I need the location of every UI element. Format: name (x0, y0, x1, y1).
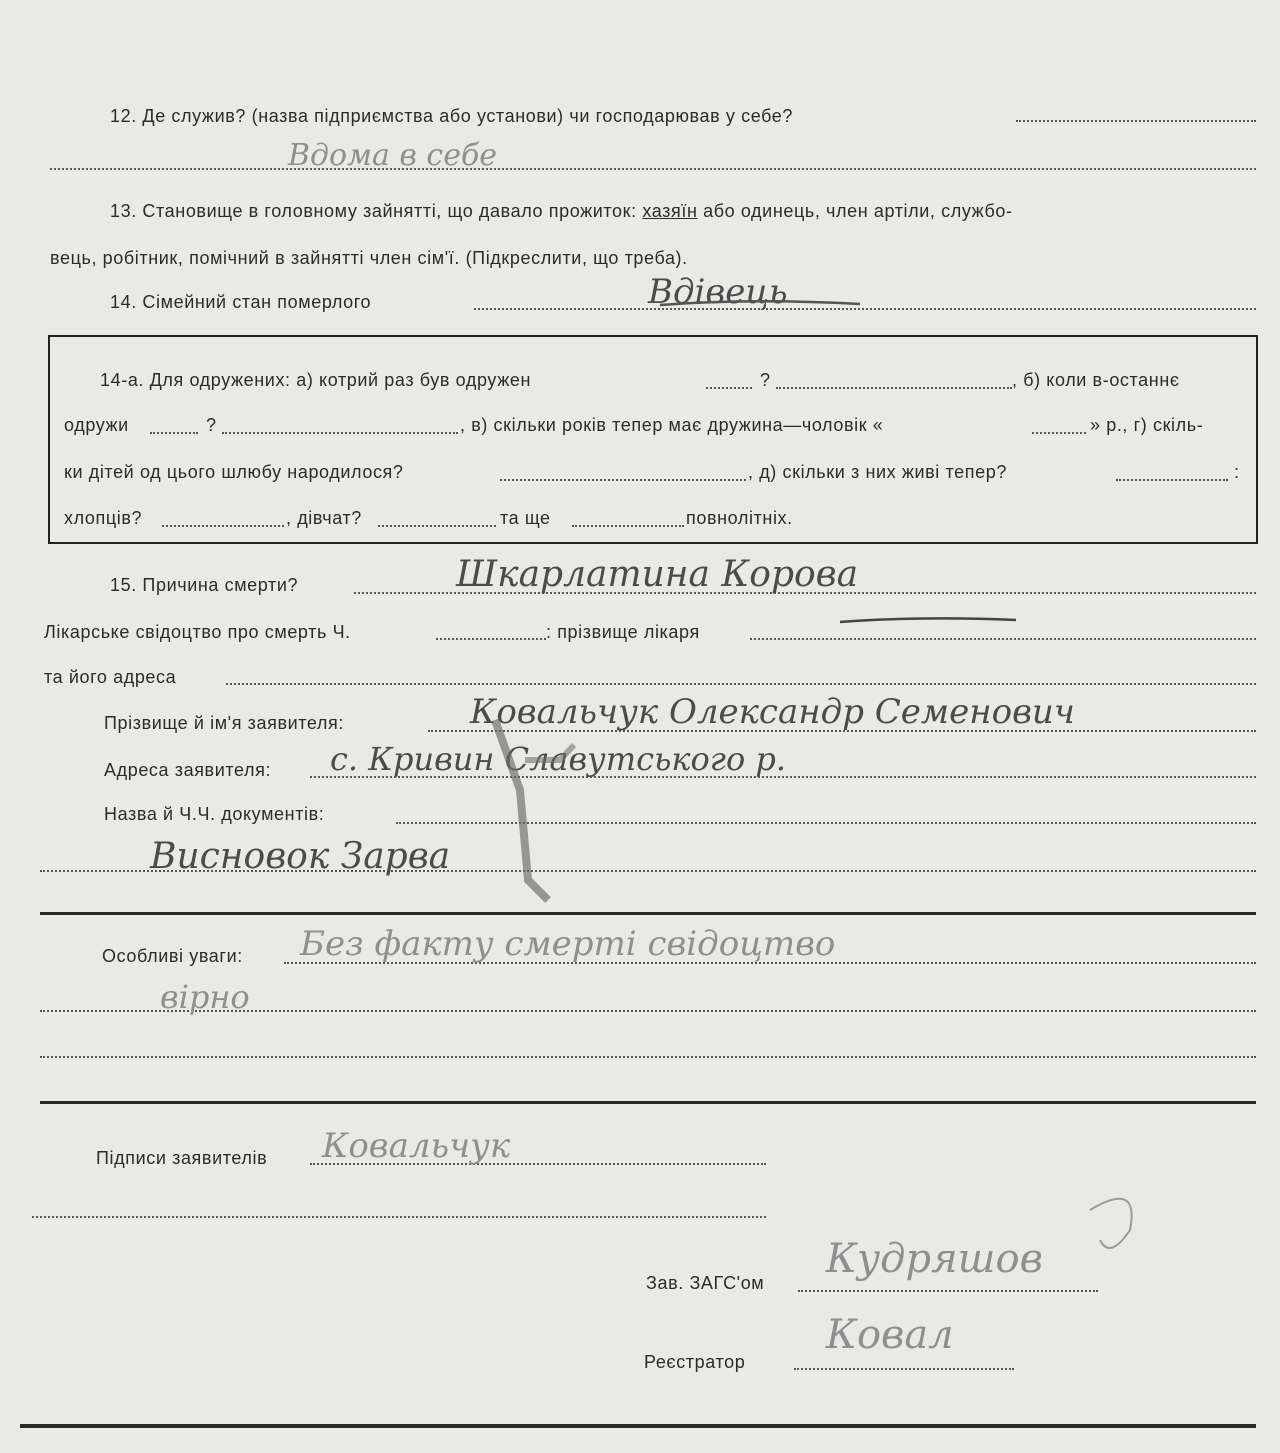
q14a-line4-a: хлопців? (64, 508, 143, 528)
q14-handwritten-answer: Вдівець (648, 272, 788, 312)
q14a-line3-c: : (1234, 462, 1240, 482)
q14a-line4-b: , дівчат? (286, 508, 362, 528)
applicant-name-handwritten: Ковальчук Олександр Семенович (470, 692, 1075, 732)
q12-handwritten-answer: Вдома в себе (288, 138, 498, 173)
q15-handwritten-answer: Шкарлатина Корова (456, 554, 859, 595)
registrar-handwritten-signature: Ковал (826, 1312, 954, 1358)
q14a-line3-b: , д) скільки з них живі тепер? (748, 462, 1007, 482)
remarks-label: Особливі уваги: (102, 946, 243, 966)
large-tick-crossbar (525, 745, 574, 760)
q14a-line1-c: , б) коли в-останнє (1012, 370, 1180, 390)
q14-underline-stroke (660, 301, 860, 305)
q13-line2: вець, робітник, помічний в зайнятті член сім'ї. (Підкреслити, що треба). (50, 248, 688, 268)
applicant-name-label: Прізвище й ім'я заявителя: (104, 713, 344, 733)
q12-label: 12. Де служив? (назва підприємства або установи) чи господарював у себе? (110, 106, 794, 126)
q14a-line2-d: » р., г) скіль- (1090, 415, 1204, 435)
q14a-line4-d: повнолітніх. (686, 508, 793, 528)
q14a-line2-b: ? (206, 415, 217, 435)
large-tick-mark (495, 720, 548, 900)
remarks-handwritten-2: вірно (160, 978, 250, 1016)
med-cert-label: Лікарське свідоцтво про смерть Ч. (44, 622, 351, 642)
signatures-label: Підписи заявителів (96, 1148, 268, 1168)
q15-label: 15. Причина смерти? (110, 575, 299, 595)
q13-text-a: 13. Становище в головному зайнятті, що давало прожиток: (110, 201, 637, 221)
signatures-handwritten: Ковальчук (322, 1126, 511, 1166)
zags-label: Зав. ЗАГС'ом (646, 1273, 765, 1293)
doctor-address-label: та його адреса (44, 667, 177, 687)
q14a-line3-a: ки дітей од цього шлюбу народилося? (64, 462, 404, 482)
q13-option-hazyain: хазяїн (642, 201, 698, 221)
documents-label: Назва й Ч.Ч. документів: (104, 804, 325, 824)
applicant-address-label: Адреса заявителя: (104, 760, 272, 780)
zags-handwritten-signature: Кудряшов (826, 1236, 1043, 1282)
zags-signature-flourish (1090, 1199, 1132, 1248)
remarks-handwritten-1: Без факту смерті свідоцтво (300, 924, 836, 964)
registrar-label: Реєстратор (644, 1352, 746, 1372)
q14a-line2-c: , в) скільки років тепер має дружина—чоловік « (460, 415, 884, 435)
q14a-line4-c: та ще (500, 508, 551, 528)
doctor-surname-label: : прізвище лікаря (546, 622, 700, 642)
documents-handwritten: Висновок Зарва (150, 836, 451, 877)
q14a-line1-a: 14-а. Для одружених: а) котрий раз був одружен (100, 370, 531, 390)
q15-underline-stroke (840, 618, 1016, 622)
q14a-line2-a: одружи (64, 415, 129, 435)
q14-label: 14. Сімейний стан померлого (110, 292, 372, 312)
q14a-line1-b: ? (760, 370, 771, 390)
applicant-address-handwritten: с. Кривин Славутського р. (330, 740, 787, 778)
q13-text-b: або одинець, член артіли, службо- (703, 201, 1013, 221)
